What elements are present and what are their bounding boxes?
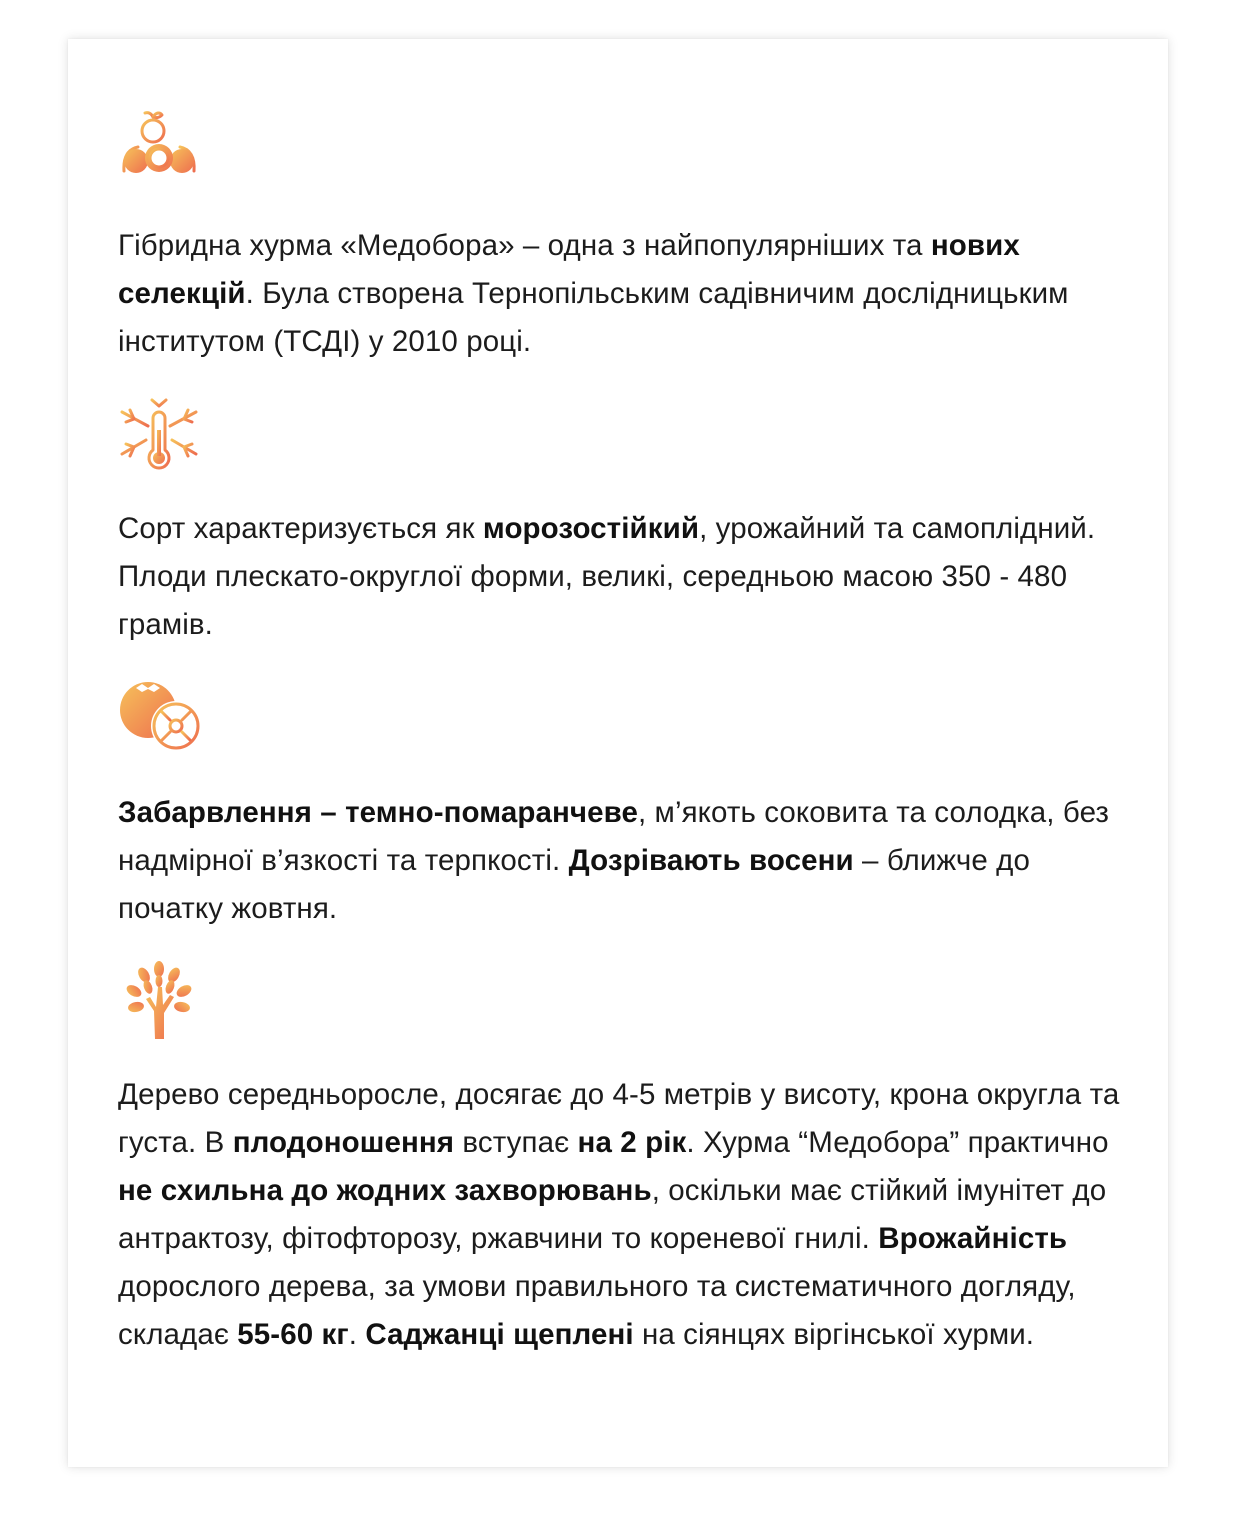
frost-paragraph: Сорт характеризується як морозостійкий, урожайний та самоплідний. Плоди плескато-округлої форми, великі, середньою масою 350 - 480 грамів. xyxy=(118,512,1096,641)
frost-thermometer-icon xyxy=(118,392,200,474)
tree-paragraph: Дерево середньоросле, досягає до 4-5 метрів у висоту, крона округла та густа. В плодоношення вступає на 2 рік. Хурма “Медобора” практично не схильна до жодних захворювань, оскільки має стійкий імунітет до антрактозу, фітофторозу, ржавчини то кореневої гнилі. Врожайність дорослого дерева, за умови правильного та систематичного догляду, складає 55-60 кг. Саджанці щеплені на сіянцях віргінської хурми. xyxy=(118,1078,1120,1351)
persimmon-halves-icon xyxy=(118,676,200,758)
content-card xyxy=(68,39,1168,1467)
tree-icon xyxy=(118,959,200,1041)
intro-paragraph: Гібридна хурма «Медобора» – одна з найпопулярніших та нових селекцій. Була створена Тернопільським садівничим дослідницьким інститутом (ТСДІ) у 2010 році. xyxy=(118,229,1069,358)
color-paragraph: Забарвлення – темно-помаранчеве, м’якоть соковита та солодка, без надмірної в’язкості та терпкості. Дозрівають восени – ближче до початку жовтня. xyxy=(118,796,1110,925)
persimmon-bowl-icon xyxy=(118,109,200,191)
